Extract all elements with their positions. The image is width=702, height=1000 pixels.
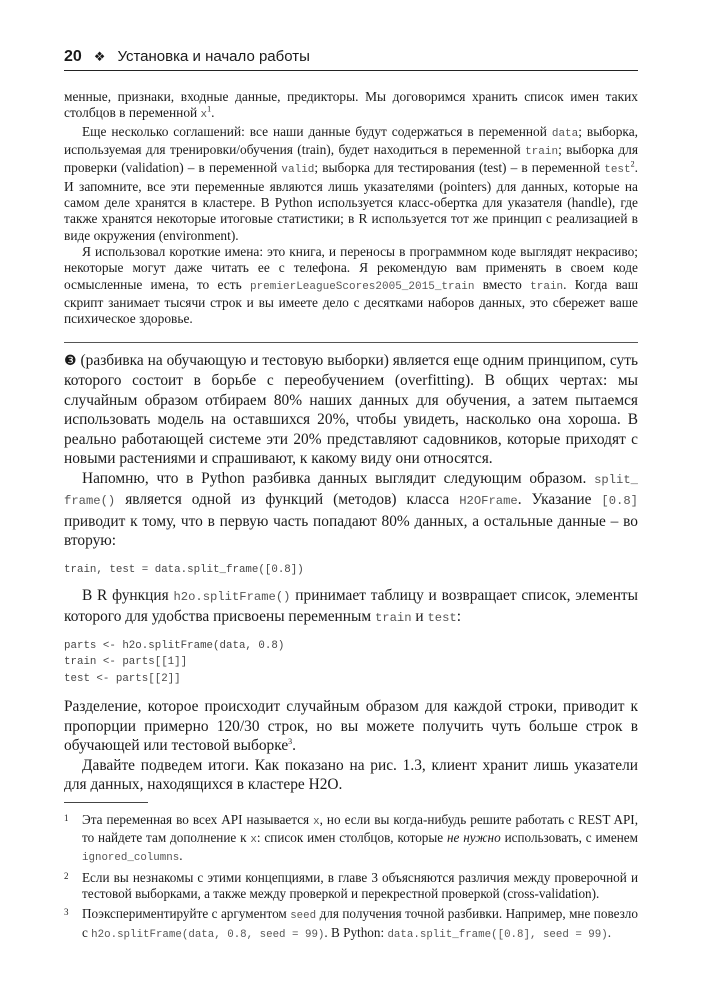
inline-code: data bbox=[551, 127, 579, 140]
footnote-number: 2 bbox=[64, 871, 69, 882]
page-number: 20 bbox=[64, 48, 82, 65]
inline-code: x bbox=[250, 834, 257, 847]
python-code-block: train, test = data.split_frame([0.8]) bbox=[64, 563, 304, 576]
inline-code: train bbox=[374, 611, 412, 626]
sidebar-paragraph-2: Еще несколько соглашений: все наши данные будут содержаться в переменной data; выборка, используемая для тренировки/обучения (train), будет находиться в переменной train; выборка для проверки (validation) – в переменной valid; выборка для тестирования (test) – в переменной test$^2$. И запомните, все эти переменные являются лишь указателями (pointers) для данных, которые на самом деле хранятся в кластере. В Python используется класс-обертка для указателя (handle), где также хранятся некоторые итоговые статистики; в R используется тот же принцип с реализацией в виде окружения (environment). bbox=[64, 123, 638, 243]
inline-code: H2OFrame bbox=[459, 494, 518, 509]
footnote-number: 3 bbox=[64, 907, 69, 918]
inline-code: h2o.splitFrame() bbox=[173, 590, 291, 605]
inline-code: seed bbox=[290, 910, 317, 923]
inline-code: x bbox=[200, 109, 208, 122]
paragraph-4: Разделение, которое происходит случайным образом для каждой строки, приводит к пропорции примерно 120/30 строк, но вы можете получить чуть больше строк в обучающей или тестовой выборке$^3$. bbox=[64, 698, 638, 755]
footnote-ref: 1 bbox=[207, 104, 212, 114]
inline-code: test bbox=[427, 611, 457, 626]
inline-code: h2o.splitFrame(data, 0.8, seed = 99) bbox=[91, 928, 325, 941]
sidebar-paragraph-3: Я использовал короткие имена: это книга, и переносы в программном коде выглядят некрасиво; некоторые могут даже читать ее с телефона. Я рекомендую вам применять в своем коде осмысленные имена, то есть premierLeagueScores2005_2015_train вместо train. Когда ваш скрипт занимает тысячи строк и вы имеете дело с десятками наборов данных, это сбережет ваше психическое здоровье. bbox=[64, 244, 638, 327]
inline-code: split_ frame() bbox=[64, 472, 638, 509]
footnote-1: 1 Эта переменная во всех API называется x, но если вы когда-нибудь решите работать с REST API, то найдете там дополнение к x: список имен столбцов, которые не нужно использовать, с именем ignored_columns. bbox=[64, 812, 639, 865]
diamond-icon: ❖ bbox=[93, 49, 106, 64]
sidebar-divider bbox=[64, 342, 638, 343]
circled-three-icon: ❸ bbox=[64, 353, 77, 369]
inline-code: data.split_frame([0.8], seed = 99) bbox=[387, 928, 608, 941]
footnote-divider bbox=[64, 802, 148, 803]
footnote-ref: 2 bbox=[630, 159, 635, 169]
r-code-block: parts <- h2o.splitFrame(data, 0.8) train <- parts[[1]] test <- parts[[2]] bbox=[64, 639, 285, 685]
footnote-ref: 3 bbox=[288, 737, 293, 747]
inline-code: x bbox=[313, 816, 320, 828]
paragraph-5: Давайте подведем итоги. Как показано на рис. 1.3, клиент хранит лишь указатели для данных, находящихся в кластере H2O. bbox=[64, 756, 638, 794]
inline-code: ignored_columns bbox=[82, 852, 180, 865]
inline-code: train bbox=[530, 280, 564, 293]
footnote-3: 3 Поэкспериментируйте с аргументом seed для получения точной разбивки. Например, мне повезло с h2o.splitFrame(data, 0.8, seed = 99). В Python: data.split_frame([0.8], seed = 99). bbox=[64, 906, 638, 941]
paragraph-3: В R функция h2o.splitFrame() принимает таблицу и возвращает список, элементы которого для удобства присвоены переменным train и test: bbox=[64, 587, 638, 626]
footnotes bbox=[64, 812, 638, 947]
inline-code: premierLeagueScores2005_2015_train bbox=[249, 280, 475, 293]
inline-code: train bbox=[525, 146, 559, 159]
main-text bbox=[64, 351, 638, 795]
sidebar-note bbox=[64, 89, 638, 328]
inline-code: [0.8] bbox=[601, 494, 638, 509]
chapter-title: Установка и начало работы bbox=[117, 48, 310, 65]
inline-code: test bbox=[604, 164, 631, 177]
paragraph-2: Напомню, что в Python разбивка данных выглядит следующим образом. split_ frame() является одной из функций (методов) класса H2OFrame. Указание [0.8] приводит к тому, что в первую часть попадают 80% данных, а остальные данные – во вторую: bbox=[64, 469, 638, 550]
emphasis: не нужно bbox=[446, 830, 501, 846]
footnote-number: 1 bbox=[64, 813, 69, 823]
paragraph-1: ❸ (разбивка на обучающую и тестовую выборки) является еще одним принципом, суть которого состоит в борьбе с переобучением (overfitting). В общих чертах: мы случайным образом отбираем 80% наших данных для обучения, а затем пытаемся использовать модель на оставшихся 20%, чтобы увидеть, насколько она хороша. В реально работающей системе эти 20% представляют садовников, которые приходят с новыми растениями и спрашивают, к какому виду они относятся. bbox=[64, 352, 638, 468]
sidebar-paragraph-1: менные, признаки, входные данные, предикторы. Мы договоримся хранить список имен таких столбцов в переменной $x^1$. bbox=[64, 89, 638, 122]
running-header bbox=[64, 44, 638, 71]
footnote-2: 2 Если вы незнакомы с этими концепциями, в главе 3 объясняются различия между проверочной и тестовой выборками, а также между проверкой и перекрестной проверкой (cross-validation). bbox=[64, 870, 638, 902]
inline-code: valid bbox=[281, 164, 315, 177]
